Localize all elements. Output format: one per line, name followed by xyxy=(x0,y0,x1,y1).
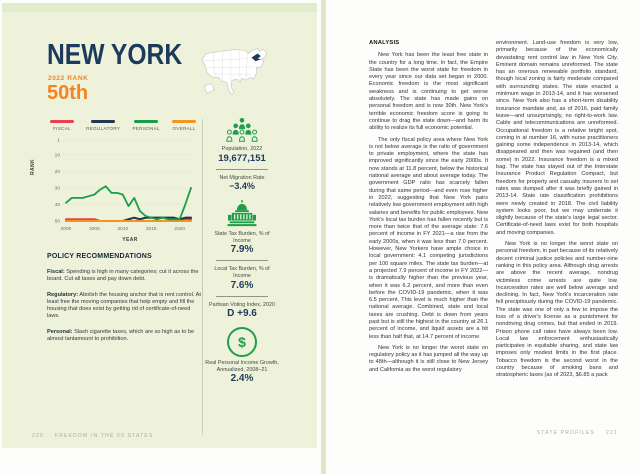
rank-value: 50th xyxy=(47,82,89,104)
legend-swatch xyxy=(172,120,196,123)
page-gutter xyxy=(321,0,326,474)
policy-item-personal xyxy=(47,329,203,344)
policy-regulatory-label: Regulatory: xyxy=(47,291,79,298)
svg-text:40: 40 xyxy=(54,203,60,209)
rank-trend-chart xyxy=(42,135,200,239)
book-title-footer: FREEDOM IN THE 50 STATES xyxy=(54,433,154,439)
stats-column xyxy=(205,117,279,384)
policy-regulatory-text: Abolish the housing anchor that is rent control. At least free the moving companies that help empty and fill the housing that does exist by getting rid of certificate-of-need laws. xyxy=(47,291,201,320)
stat-value-net-migration: −3.4% xyxy=(229,181,255,192)
dollar-icon: $ xyxy=(227,327,257,357)
rank-label: 2022 RANK xyxy=(48,75,89,82)
y-axis-label: RANK xyxy=(30,158,36,175)
x-axis-label: YEAR xyxy=(122,237,138,243)
legend-label: REGULATORY xyxy=(86,125,121,131)
stat-value-partisan-voting: D +9.6 xyxy=(227,308,257,320)
stat-label-state-tax: State Tax Burden, % of Income xyxy=(214,231,270,244)
analysis-column-1 xyxy=(369,40,488,378)
legend-item-regulatory xyxy=(86,120,120,131)
svg-text:2005: 2005 xyxy=(89,227,100,232)
legend-swatch xyxy=(134,120,158,123)
left-page xyxy=(2,3,317,448)
stat-divider xyxy=(216,260,268,261)
policy-recommendations xyxy=(47,253,203,351)
svg-text:20: 20 xyxy=(54,170,60,176)
right-page-footer xyxy=(496,430,618,436)
right-page-number: 221 xyxy=(606,430,618,436)
analysis-paragraph: New York has been the least free state in the country for a long time. In fact, the Empire State has been the worst state for freedom in every year since our data set began in 2000. Economic freedom is the most significant weakness and is continuing to get worse absolutely. The state has made gains on personal freedom and is now 30th. New York's terrible economic freedom score is going to continue to drag the state down—and harm its ability to realize its full economic potential. xyxy=(369,52,488,132)
stat-label-partisan-voting: Partisan Voting Index, 2020 xyxy=(209,301,275,308)
stat-divider xyxy=(216,296,268,297)
legend-swatch xyxy=(50,120,74,123)
svg-text:30: 30 xyxy=(54,186,60,192)
left-page-number: 220 xyxy=(32,433,44,439)
policy-item-fiscal xyxy=(47,269,203,284)
left-page-footer xyxy=(32,433,154,439)
stat-value-local-tax: 7.6% xyxy=(230,279,254,291)
analysis-paragraph: New York is no longer the worst state on personal freedom, in part because of its relatively decent criminal justice policies and number-nine ranking in this policy area. Although drug arrests are above the recent average, nondrug victimless crime arrests are quite low. Incarceration rates are well below average and declining. In fact, New York's incarceration rate fell precipitously during the COVID-19 pandemic. The state was one of only a few to impose the loss of a driver's license as a punishment for nondriving drug crimes, but that ended in 2019. Prison phone call rates have always been low. Local law enforcement enthusiastically participates in equitable sharing, and state law imposes only modest limits in the first place. Tobacco freedom is the second worst in the country because of smoking bans and stratospheric taxes (as of 2023, $6.85 a pack xyxy=(496,241,618,379)
capitol-icon xyxy=(225,200,259,228)
stat-label-net-migration: Net Migration Rate xyxy=(219,174,265,181)
stat-value-state-tax: 7.9% xyxy=(230,244,254,256)
svg-text:2015: 2015 xyxy=(145,227,157,232)
population-icon xyxy=(224,117,260,143)
legend-label: OVERALL xyxy=(172,125,196,131)
svg-text:50: 50 xyxy=(54,219,60,225)
analysis-paragraph: The only fiscal policy area where New York is not below average is the ratio of government to private employment, where the state has improved significantly since the early 2000s. It now stands at 11.8 percent, below the historical national average and about average today. The government GDP ratio has scarcely fallen during that same period—and even rose higher in 2022, suggesting that New York pairs relatively low government employment with high salaries and benefits for public employees. New York's local tax burden has fallen recently but is more than twice that of the average state: 7.6 percent of income in FY 2021—a rise from the early 2000s, when it was less than 7.0 percent. However, New Yorkers have ample choice in local government: 4.1 competing jurisdictions per 100 square miles. The state tax burden—at a projected 7.9 percent of income in FY 2022—is dramatically higher than the previous year, when it was 6.2 percent, and more than even before the COVID-19 pandemic, when it was 6.5 percent. This level is much higher than the national average. Combined, state and local taxes are crushing. Debt is down from years past but is still the highest in the country at 26.1 percent of income, and liquid assets are a bit less than half that, at 14.7 percent of income. xyxy=(369,136,488,340)
svg-text:2000: 2000 xyxy=(60,227,72,232)
legend-item-overall xyxy=(172,120,196,131)
top-band xyxy=(2,3,317,12)
analysis-heading: ANALYSIS xyxy=(369,40,400,46)
us-map-icon xyxy=(200,45,270,97)
section-title-footer: STATE PROFILES xyxy=(536,430,596,436)
legend-swatch xyxy=(91,120,115,123)
policy-personal-text: Slash cigarette taxes, which are so high as to be almost tantamount to prohibition. xyxy=(47,328,195,343)
analysis-column-2 xyxy=(496,40,618,384)
stat-divider xyxy=(216,169,268,170)
policy-fiscal-label: Fiscal: xyxy=(47,269,65,275)
stat-value-income-growth: 2.4% xyxy=(230,373,254,385)
svg-text:2020: 2020 xyxy=(174,227,185,232)
policy-fiscal-text: Spending is high in many categories; cut it across the board. Cut all taxes and pay down debt. xyxy=(47,269,199,283)
stat-value-population: 19,677,151 xyxy=(218,152,266,164)
stat-label-population: Population, 2022 xyxy=(221,146,263,152)
policy-personal-label: Personal: xyxy=(47,328,73,335)
analysis-paragraph: New York is no longer the worst state on regulatory policy as it has jumped all the way up to 48th—although it is still close to New Jersey and California as the worst regulatory xyxy=(369,344,488,373)
analysis-paragraph: environment. Land-use freedom is very low, primarily because of the economically devastating rent control law in New York City. Eminent domain remains unreformed. The state has an onerous renewable portfolio standard, though local zoning is fairly moderate compared with surrounding states. The state enacted a minimum wage in 2013-14, and it has worsened since. New York also has a short-term disability insurance mandate and, as of 2016, paid family leave—and unsurprisingly, no right-to-work law. Cable and telecommunications are unreformed. Occupational freedom is a relative bright spot, coming in at number 16, with nurse practitioners gaining some independence in 2013-14, which disappeared and then was regained (and then some) in 2022. Insurance freedom is a mixed bag. The state has stayed out of the Interstate Insurance Product Regulation Compact, but freedom for property and casualty insurers to set rates was dumped after it was briefly gained in 2013-14. State rate classification prohibitions were newly created in 2018. The civil liability system looks poor, but we may underrate it slightly because of the state's large legal sector. Certificate-of-need laws exist for both hospitals and moving companies. xyxy=(496,40,618,236)
page-title: NEW YORK xyxy=(47,39,183,71)
alaska-shape xyxy=(204,83,214,93)
chart-legend xyxy=(50,120,196,131)
stats-divider-line xyxy=(202,119,203,435)
svg-text:1: 1 xyxy=(57,138,60,144)
stat-label-income-growth: Real Personal Income Growth, Annualized, 2008–21 xyxy=(205,360,279,373)
stat-label-local-tax: Local Tax Burden, % of Income xyxy=(214,266,270,279)
legend-label: PERSONAL xyxy=(132,125,160,131)
legend-label: FISCAL xyxy=(53,125,71,131)
svg-text:10: 10 xyxy=(54,153,60,159)
policy-item-regulatory xyxy=(47,292,203,321)
legend-item-personal xyxy=(132,120,159,131)
policy-heading: POLICY RECOMMENDATIONS xyxy=(47,253,152,260)
svg-text:2010: 2010 xyxy=(117,227,129,232)
legend-item-fiscal xyxy=(50,120,74,131)
